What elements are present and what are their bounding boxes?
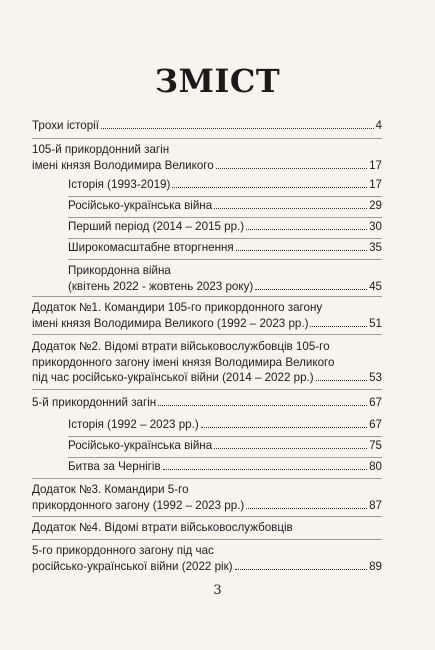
- leader-dots: [246, 229, 367, 230]
- toc-entry-label-line: 105-й прикордонний загін: [32, 143, 170, 156]
- leader-dots: [172, 187, 367, 188]
- leader-dots: [236, 250, 367, 251]
- toc-entry-label: Історія (1992 – 2023 рр.): [68, 418, 199, 431]
- divider: [32, 296, 382, 297]
- toc-entry-page: 4: [375, 119, 382, 132]
- toc-entry-label-line: прикордонного загону (1992 – 2023 рр.): [32, 498, 245, 512]
- toc-entry[interactable]: [32, 543, 382, 574]
- divider: [32, 138, 382, 139]
- toc-entry-label: Широкомасштабне вторгнення: [68, 241, 234, 254]
- divider: [32, 389, 382, 390]
- divider: [68, 259, 382, 260]
- toc-entry[interactable]: [32, 142, 382, 173]
- toc-entry-page: 29: [369, 199, 382, 212]
- toc-entry[interactable]: [68, 240, 382, 256]
- toc-entry-page: 80: [369, 460, 382, 473]
- toc-entry[interactable]: [32, 300, 382, 331]
- divider: [68, 436, 382, 437]
- toc-entry-label: Перший період (2014 – 2015 рр.): [68, 220, 245, 233]
- toc-entry[interactable]: [32, 118, 382, 134]
- toc-entry[interactable]: [68, 459, 382, 475]
- leader-dots: [310, 326, 367, 327]
- leader-dots: [235, 569, 368, 570]
- toc-entry-label-line: (квітень 2022 - жовтень 2023 року): [68, 279, 254, 293]
- divider: [32, 478, 382, 479]
- toc-entry-label-line: російсько-української війни (2022 рік): [32, 559, 233, 573]
- divider: [32, 539, 382, 540]
- leader-dots: [214, 208, 367, 209]
- toc-entry-label-line: імені князя Володимира Великого: [32, 158, 214, 172]
- toc-entry-label: Російсько-українська війна: [68, 439, 213, 452]
- toc-entry-label: 5-й прикордонний загін: [32, 396, 157, 409]
- toc-entry[interactable]: [32, 395, 382, 411]
- toc-entry-page: 45: [369, 279, 382, 293]
- toc-entry[interactable]: [68, 263, 382, 294]
- divider: [68, 238, 382, 239]
- toc-entry-page: 67: [369, 396, 382, 409]
- toc-entry-label: Російсько-українська війна: [68, 199, 213, 212]
- toc-entry-page: 53: [369, 371, 382, 384]
- toc-entry[interactable]: [32, 520, 382, 536]
- toc-entry-page: 67: [369, 418, 382, 431]
- toc-entry[interactable]: [68, 438, 382, 454]
- leader-dots: [316, 380, 367, 381]
- toc-entry-label-line: прикордонного загону імені князя Володимира Великого: [32, 355, 335, 369]
- toc-entry-label-line: Додаток №1. Командири 105-го прикордонного загону: [32, 301, 323, 314]
- toc-entry-page: 30: [369, 220, 382, 233]
- leader-dots: [255, 289, 367, 290]
- divider: [68, 457, 382, 458]
- leader-dots: [214, 448, 367, 449]
- toc-entry-label-line: Прикордонна війна: [68, 264, 171, 277]
- toc-entry[interactable]: [68, 177, 382, 193]
- toc-entry-label-line: під час російсько-української війни (2014 – 2022 рр.): [32, 371, 314, 384]
- toc-entry-page: 87: [369, 498, 382, 512]
- divider: [32, 516, 382, 517]
- toc-entry-label: Додаток №4. Відомі втрати військовослужбовців: [32, 521, 293, 534]
- toc-entry-page: 75: [369, 439, 382, 452]
- toc-entry-label: Трохи історії: [32, 119, 99, 132]
- toc-entry[interactable]: [32, 482, 382, 513]
- divider: [32, 334, 382, 335]
- toc-entry-page: 35: [369, 241, 382, 254]
- toc-entry[interactable]: [68, 219, 382, 235]
- leader-dots: [101, 128, 374, 129]
- leader-dots: [163, 469, 367, 470]
- toc-entry[interactable]: [68, 198, 382, 214]
- leader-dots: [158, 405, 367, 406]
- toc-entry-label: Битва за Чернігів: [68, 460, 161, 473]
- divider: [68, 196, 382, 197]
- leader-dots: [216, 168, 367, 169]
- leader-dots: [201, 427, 367, 428]
- toc-entry-label-line: 5-го прикордонного загону під час: [32, 544, 214, 557]
- toc-entry-page: 17: [369, 158, 382, 172]
- toc-entry-label-line: імені князя Володимира Великого (1992 – 2023 рр.): [32, 316, 309, 330]
- toc-entry-page: 89: [369, 559, 382, 573]
- toc-entry[interactable]: [68, 417, 382, 433]
- page-number: 3: [213, 583, 222, 598]
- toc-entry-page: 17: [369, 178, 382, 191]
- toc-entry-label: Історія (1993-2019): [68, 178, 171, 191]
- toc-entry[interactable]: [32, 339, 382, 386]
- page-title: ЗМІСТ: [154, 62, 281, 100]
- leader-dots: [246, 508, 367, 509]
- divider: [68, 217, 382, 218]
- toc-entry-page: 51: [369, 316, 382, 330]
- toc-entry-label-line: Додаток №3. Командири 5-го: [32, 483, 189, 496]
- toc-entry-label-line: Додаток №2. Відомі втрати військовослужбовців 105-го: [32, 340, 330, 353]
